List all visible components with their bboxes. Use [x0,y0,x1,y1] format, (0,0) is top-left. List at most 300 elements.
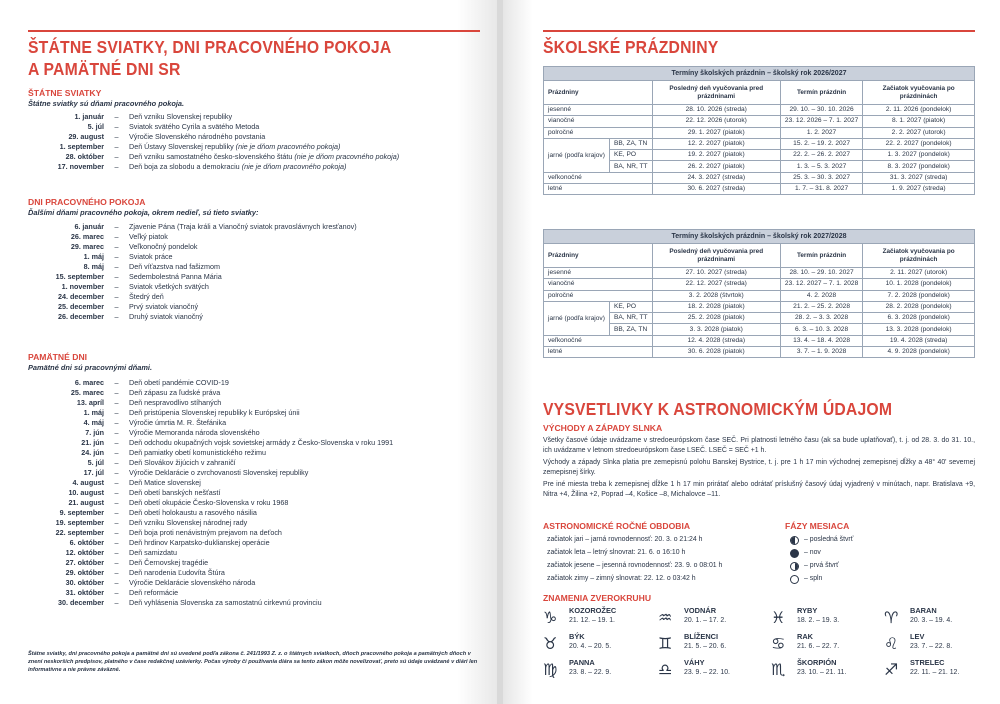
column-header: Termín prázdnin [780,81,862,105]
table-cell: 19. 2. 2027 (piatok) [652,150,780,161]
list-item-dash: – [114,302,119,311]
first-quarter-moon-icon [790,562,799,571]
region-cell: BA, NR, TT [610,313,653,324]
list-item [28,458,478,468]
region-cell: BA, NR, TT [610,161,653,172]
list-item-name: Veľký piatok [129,232,168,241]
scorpio-icon: ♏ [771,660,786,679]
list-item [28,142,478,152]
zodiac-name: VÁHY [684,658,705,667]
list-item-date: 31. október [65,588,104,597]
list-item [28,478,478,488]
season-autumn: začiatok jesene – jesenná rovnodennosť: 23. 9. o 08:01 h [547,562,723,569]
list-item-date: 24. jún [81,448,104,457]
list-item-name: Veľkonočný pondelok [129,242,198,251]
cancer-icon: ♋ [771,634,786,653]
seasons-heading: ASTRONOMICKÉ ROČNÉ OBDOBIA [543,521,691,531]
list-item-date: 17. júl [83,468,104,477]
list-item-dash: – [114,528,119,537]
list-item-name: Deň obetí pandémie COVID-19 [129,378,229,387]
table-cell: 4. 9. 2028 (pondelok) [863,347,975,358]
list-item-dash: – [114,152,119,161]
list-item-dash: – [114,132,119,141]
table-cell: 6. 3. 2028 (pondelok) [863,313,975,324]
list-item [28,162,478,172]
list-item [28,588,478,598]
table-cell: 10. 1. 2028 (pondelok) [863,279,975,290]
list-item [28,418,478,428]
list-item-dash: – [114,428,119,437]
sun-paragraph: Všetky časové údaje uvádzame v stredoeurópskom čase SEČ. Pri platnosti letného času (ak sa bude uplatňovať), t. j. od 28. 3. do 31. 10., ich uvádzame v letnom stredoeurópskom čase LSEČ. LSEČ = SEČ +1 h. [543,437,975,455]
list-item-dash: – [114,388,119,397]
list-item [28,508,478,518]
zodiac-name: RAK [797,632,814,641]
list-item-name: Deň nespravodlivo stíhaných [129,398,222,407]
table-cell: 27. 10. 2027 (streda) [652,268,780,279]
list-item-date: 25. december [58,302,104,311]
holiday-name-cell: veľkonočné [544,335,653,346]
list-item-dash: – [114,588,119,597]
list-item-name: Deň pamiatky obetí komunistického režimu [129,448,267,457]
list-item [28,272,478,282]
table-row [544,290,975,301]
list-item-name: Deň reformácie [129,588,179,597]
page-title-line1: ŠTÁTNE SVIATKY, DNI PRACOVNÉHO POKOJA [28,37,392,57]
list-item-name: Výročie úmrtia M. R. Štefánika [129,418,227,427]
zodiac-sign [884,632,989,658]
zodiac-dates: 18. 2. – 19. 3. [797,617,840,624]
zodiac-name: BÝK [569,632,585,641]
list-item-name: Deň obetí banských nešťastí [129,488,221,497]
list-item-name: Deň obetí okupácie Česko-Slovenska v roku 1968 [129,498,289,507]
table-caption: Termíny školských prázdnin – školský rok 2026/2027 [544,67,975,81]
school-holidays-table-2026 [543,66,975,195]
zodiac-name: LEV [910,632,925,641]
right-page [503,0,1000,704]
section-heading-memorial-days: PAMÄTNÉ DNI [28,352,88,362]
list-item-dash: – [114,538,119,547]
state-holidays-list [28,112,478,172]
list-item-name: Sviatok práce [129,252,173,261]
list-item-date: 7. jún [85,428,104,437]
zodiac-name: STRELEC [910,658,945,667]
school-holidays-table-2027 [543,229,975,358]
section-intro-rest-days: Ďalšími dňami pracovného pokoja, okrem nedieľ, sú tieto sviatky: [28,208,259,217]
zodiac-dates: 21. 5. – 20. 6. [684,643,727,650]
holiday-name-cell: jesenné [544,105,653,116]
list-item [28,538,478,548]
zodiac-name: VODNÁR [684,606,717,615]
table-cell: 30. 6. 2027 (streda) [652,184,780,195]
zodiac-sign [543,658,648,684]
list-item-dash: – [114,488,119,497]
zodiac-dates: 23. 7. – 22. 8. [910,643,953,650]
table-cell: 1. 3. 2027 (pondelok) [863,150,975,161]
list-item-dash: – [114,518,119,527]
holiday-name-cell: vianočné [544,116,653,127]
list-item [28,448,478,458]
list-item-name: Deň Ústavy Slovenskej republiky (nie je dňom pracovného pokoja) [129,142,341,151]
list-item-date: 29. marec [70,242,104,251]
table-row [544,105,975,116]
list-item-dash: – [114,162,119,171]
table-cell: 1. 9. 2027 (streda) [863,184,975,195]
table-row [544,127,975,138]
list-item-dash: – [114,378,119,387]
column-header: Termín prázdnin [780,244,862,268]
zodiac-name: PANNA [569,658,595,667]
table-caption-row [544,67,975,81]
table-row [544,184,975,195]
rest-days-list [28,222,478,322]
list-item-name: Deň Matice slovenskej [129,478,201,487]
sun-explanation [543,436,975,502]
table-cell: 29. 1. 2027 (piatok) [652,127,780,138]
leo-icon: ♌ [884,634,899,653]
list-item-name: Výročie Memoranda národa slovenského [129,428,260,437]
list-item-name: Štedrý deň [129,292,164,301]
list-item [28,312,478,322]
list-item [28,378,478,388]
list-item-date: 24. december [58,292,104,301]
list-item-date: 26. marec [70,232,104,241]
list-item-date: 12. október [65,548,104,557]
zodiac-sign [543,632,648,658]
table-cell: 22. 2. – 26. 2. 2027 [780,150,862,161]
region-cell: BB, ZA, TN [610,138,653,149]
zodiac-dates: 21. 12. – 19. 1. [569,617,615,624]
sun-paragraph: Pre iné miesta treba k zemepisnej dĺžke 1 h 17 min prirátať alebo odrátať príslušný časový údaj vyjadrený v minútach, napr. Bratislava +9, Nitra +4, Žilina +2, Poprad –4, Košice –8, Michalovce –11. [543,480,975,499]
list-item-name: Deň vzniku Slovenskej republiky [129,112,233,121]
list-item-name: Deň boja za slobodu a demokraciu (nie je dňom pracovného pokoja) [129,162,347,171]
table-cell: 28. 2. – 3. 3. 2028 [780,313,862,324]
season-winter: začiatok zimy – zimný slnovrat: 22. 12. o 03:42 h [547,575,696,582]
list-item-date: 6. október [69,538,104,547]
list-item-date: 8. máj [83,262,104,271]
table-caption-row [544,230,975,244]
list-item-name: Deň samizdatu [129,548,177,557]
list-item-dash: – [114,122,119,131]
list-item-dash: – [114,112,119,121]
list-item-date: 13. apríl [76,398,104,407]
list-item-name: Deň víťazstva nad fašizmom [129,262,220,271]
list-item-date: 9. september [59,508,104,517]
list-item-dash: – [114,498,119,507]
list-item-dash: – [114,548,119,557]
table-cell: 22. 2. 2027 (pondelok) [863,138,975,149]
table-cell: 18. 2. 2028 (piatok) [652,301,780,312]
list-item-date: 21. jún [81,438,104,447]
list-item [28,518,478,528]
list-item [28,398,478,408]
list-item-name: Deň pristúpenia Slovenskej republiky k Európskej únii [129,408,300,417]
school-holidays-title: ŠKOLSKÉ PRÁZDNINY [543,37,719,57]
zodiac-dates: 23. 8. – 22. 9. [569,669,612,676]
list-item-name: Deň narodenia Ľudovíta Štúra [129,568,225,577]
list-item-name: Druhý sviatok vianočný [129,312,203,321]
sagittarius-icon: ♐ [884,660,899,679]
list-item-date: 5. júl [87,122,104,131]
list-item-name: Sedembolestná Panna Mária [129,272,222,281]
list-item-dash: – [114,598,119,607]
list-item [28,232,478,242]
zodiac-sign [771,606,876,632]
table-header-row [544,81,975,105]
list-item-dash: – [114,508,119,517]
list-item-dash: – [114,568,119,577]
zodiac-sign [771,658,876,684]
list-item-dash: – [114,142,119,151]
zodiac-sign [658,632,763,658]
list-item-name: Deň boja proti nenávistným prejavom na deťoch [129,528,282,537]
list-item [28,292,478,302]
list-item-dash: – [114,418,119,427]
holiday-name-cell: letné [544,347,653,358]
phase-full-moon: – spln [790,574,822,584]
list-item [28,528,478,538]
list-item-date: 22. september [55,528,104,537]
table-cell: 4. 2. 2028 [780,290,862,301]
list-item-date: 30. december [58,598,104,607]
zodiac-sign [543,606,648,632]
table-cell: 22. 12. 2026 (utorok) [652,116,780,127]
zodiac-dates: 22. 11. – 21. 12. [910,669,960,676]
list-item-date: 6. marec [74,378,104,387]
aquarius-icon: ♒ [658,608,673,627]
spring-holiday-cell: jarné (podľa krajov) [544,138,610,172]
list-item [28,262,478,272]
table-cell: 19. 4. 2028 (streda) [863,335,975,346]
list-item-dash: – [114,478,119,487]
list-item-date: 27. október [65,558,104,567]
list-item [28,112,478,122]
zodiac-dates: 20. 1. – 17. 2. [684,617,727,624]
table-cell: 1. 3. – 5. 3. 2027 [780,161,862,172]
table-cell: 8. 1. 2027 (piatok) [863,116,975,127]
moon-phases-heading: FÁZY MESIACA [785,521,850,531]
phase-first-quarter: – prvá štvrť [790,561,839,571]
section-heading-state-holidays: ŠTÁTNE SVIATKY [28,88,102,98]
section-heading-rest-days: DNI PRACOVNÉHO POKOJA [28,197,146,207]
table-row [544,301,975,312]
libra-icon: ♎ [658,660,673,679]
table-cell: 25. 3. – 30. 3. 2027 [780,172,862,183]
section-intro-state-holidays: Štátne sviatky sú dňami pracovného pokoja. [28,99,185,108]
list-item-date: 29. október [65,568,104,577]
list-item [28,152,478,162]
list-item-dash: – [114,242,119,251]
list-item-dash: – [114,282,119,291]
list-item-dash: – [114,222,119,231]
zodiac-dates: 23. 9. – 22. 10. [684,669,730,676]
gemini-icon: ♊ [658,634,673,653]
list-item-name: Deň odchodu okupačných vojsk sovietskej armády z Česko-Slovenska v roku 1991 [129,438,394,447]
list-item-dash: – [114,398,119,407]
column-header: Posledný deň vyučovania pred prázdninami [652,244,780,268]
list-item-name: Sviatok svätého Cyrila a svätého Metoda [129,122,260,131]
phase-new-moon: – nov [790,548,821,558]
table-cell: 31. 3. 2027 (streda) [863,172,975,183]
table-cell: 26. 2. 2027 (piatok) [652,161,780,172]
list-item-date: 1. september [59,142,104,151]
list-item-name: Výročie Deklarácie slovenského národa [129,578,256,587]
list-item [28,388,478,398]
list-item-date: 17. november [57,162,104,171]
holiday-name-cell: vianočné [544,279,653,290]
table-cell: 3. 2. 2028 (štvrtok) [652,290,780,301]
table-cell: 3. 7. – 1. 9. 2028 [780,347,862,358]
list-item-name: Deň obetí holokaustu a rasového násilia [129,508,257,517]
top-rule-right [543,30,975,32]
zodiac-name: ŠKORPIÓN [797,658,837,667]
zodiac-dates: 23. 10. – 21. 11. [797,669,847,676]
list-item-name: Sviatok všetkých svätých [129,282,209,291]
list-item-name: Zjavenie Pána (Traja králi a Vianočný sviatok pravoslávnych kresťanov) [129,222,357,231]
list-item-date: 1. november [61,282,104,291]
pisces-icon: ♓ [771,608,786,627]
zodiac-sign [884,658,989,684]
list-item [28,468,478,478]
astro-title: VYSVETLIVKY K ASTRONOMICKÝM ÚDAJOM [543,399,893,419]
sun-heading: VÝCHODY A ZÁPADY SLNKA [543,423,663,433]
table-cell: 13. 3. 2028 (pondelok) [863,324,975,335]
column-header: Posledný deň vyučovania pred prázdninami [652,81,780,105]
table-cell: 28. 10. – 29. 10. 2027 [780,268,862,279]
zodiac-dates: 21. 6. – 22. 7. [797,643,840,650]
list-item-date: 1. máj [83,408,104,417]
list-item-date: 19. september [55,518,104,527]
list-item [28,498,478,508]
list-item-date: 1. máj [83,252,104,261]
season-summer: začiatok leta – letný slnovrat: 21. 6. o 16:10 h [547,549,686,556]
list-item-name: Deň vyhlásenia Slovenska za samostatnú cirkevnú provinciu [129,598,322,607]
table-cell: 6. 3. – 10. 3. 2028 [780,324,862,335]
top-rule [28,30,480,32]
list-item-name: Deň hrdinov Karpatsko-duklianskej operácie [129,538,270,547]
list-item [28,438,478,448]
table-cell: 24. 3. 2027 (streda) [652,172,780,183]
table-cell: 12. 4. 2028 (streda) [652,335,780,346]
region-cell: BB, ZA, TN [610,324,653,335]
list-item-date: 29. august [68,132,104,141]
table-cell: 28. 10. 2026 (streda) [652,105,780,116]
table-row [544,279,975,290]
zodiac-name: KOZOROŽEC [569,606,617,615]
table-cell: 2. 11. 2027 (utorok) [863,268,975,279]
list-item-dash: – [114,272,119,281]
list-item [28,122,478,132]
holiday-name-cell: jesenné [544,268,653,279]
list-item-name: Deň Černovskej tragédie [129,558,209,567]
table-caption: Termíny školských prázdnin – školský rok 2027/2028 [544,230,975,244]
zodiac-sign [771,632,876,658]
new-moon-icon [790,549,799,558]
list-item-dash: – [114,458,119,467]
table-cell: 7. 2. 2028 (pondelok) [863,290,975,301]
list-item [28,578,478,588]
aries-icon: ♈ [884,608,899,627]
list-item [28,242,478,252]
table-cell: 12. 2. 2027 (piatok) [652,138,780,149]
list-item [28,408,478,418]
list-item-date: 26. december [58,312,104,321]
zodiac-sign [658,606,763,632]
list-item-dash: – [114,312,119,321]
zodiac-dates: 20. 4. – 20. 5. [569,643,612,650]
section-intro-memorial-days: Pamätné dni sú pracovnými dňami. [28,363,153,372]
list-item-date: 6. január [74,222,104,231]
holiday-name-cell: polročné [544,290,653,301]
list-item-dash: – [114,468,119,477]
zodiac-sign [658,658,763,684]
list-item-dash: – [114,448,119,457]
column-header: Prázdniny [544,244,653,268]
table-cell: 22. 12. 2027 (streda) [652,279,780,290]
column-header: Začiatok vyučovania po prázdninách [863,244,975,268]
table-cell: 8. 3. 2027 (pondelok) [863,161,975,172]
list-item-date: 25. marec [70,388,104,397]
zodiac-heading: ZNAMENIA ZVEROKRUHU [543,593,652,603]
list-item-date: 1. január [74,112,104,121]
table-cell: 28. 2. 2028 (pondelok) [863,301,975,312]
table-cell: 23. 12. 2026 – 7. 1. 2027 [780,116,862,127]
table-cell: 13. 4. – 18. 4. 2028 [780,335,862,346]
zodiac-dates: 20. 3. – 19. 4. [910,617,953,624]
table-row [544,268,975,279]
list-item-name: Výročie Deklarácie o zvrchovanosti Slovenskej republiky [129,468,309,477]
list-item-dash: – [114,408,119,417]
sun-paragraph: Východy a západy Slnka platia pre zemepisnú polohu Banskej Bystrice, t. j. pre 1 h 17 min východnej zemepisnej dĺžky a 48° 40' severnej zemepisnej šírky. [543,458,975,477]
list-item [28,132,478,142]
capricorn-icon: ♑ [543,608,558,627]
list-item [28,488,478,498]
list-item-date: 4. august [72,478,104,487]
list-item [28,548,478,558]
list-item [28,428,478,438]
holiday-name-cell: letné [544,184,653,195]
full-moon-icon [790,575,799,584]
table-cell: 1. 2. 2027 [780,127,862,138]
list-item-dash: – [114,232,119,241]
virgo-icon: ♍ [543,660,558,679]
list-item-dash: – [114,578,119,587]
list-item [28,568,478,578]
list-item-name: Výročie Slovenského národného povstania [129,132,266,141]
list-item-dash: – [114,262,119,271]
table-cell: 2. 11. 2026 (pondelok) [863,105,975,116]
holiday-name-cell: polročné [544,127,653,138]
phase-last-quarter: – posledná štvrť [790,535,853,545]
taurus-icon: ♉ [543,634,558,653]
holiday-name-cell: veľkonočné [544,172,653,183]
list-item [28,222,478,232]
table-row [544,172,975,183]
list-item-date: 21. august [68,498,104,507]
list-item-date: 10. august [68,488,104,497]
region-cell: KE, PO [610,150,653,161]
table-cell: 29. 10. – 30. 10. 2026 [780,105,862,116]
list-item-date: 4. máj [83,418,104,427]
spring-holiday-cell: jarné (podľa krajov) [544,301,610,335]
list-item-date: 30. október [65,578,104,587]
list-item [28,558,478,568]
memorial-days-list [28,378,478,608]
column-header: Prázdniny [544,81,653,105]
page-title-line2: A PAMÄTNÉ DNI SR [28,59,181,79]
list-item [28,282,478,292]
list-item-name: Deň zápasu za ľudské práva [129,388,221,397]
table-cell: 15. 2. – 19. 2. 2027 [780,138,862,149]
